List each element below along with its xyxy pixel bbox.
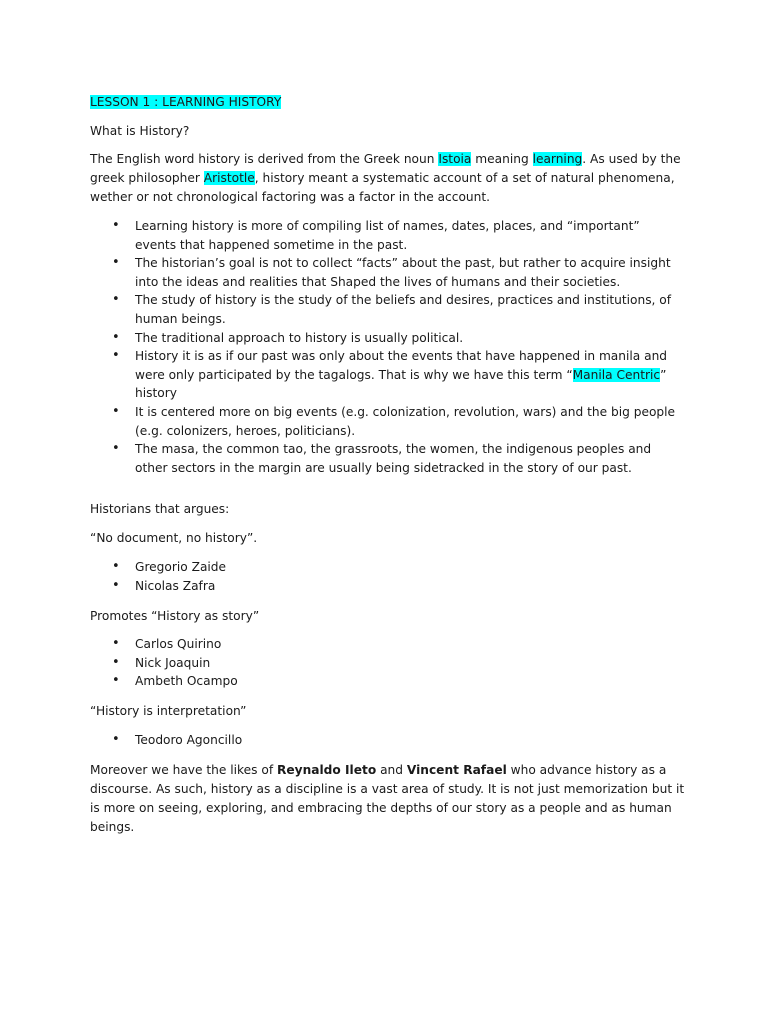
- intro-text-1: The English word history is derived from the Greek noun: [90, 152, 439, 166]
- highlight-istoia: Istoia: [438, 152, 472, 166]
- list-item: • The historian’s goal is not to collect “facts” about the past, but rather to acquire insight into the ideas and realities that Shaped the lives of humans and their societies.: [90, 254, 680, 291]
- historians-heading: Historians that argues:: [90, 502, 230, 516]
- intro-text-2: meaning: [471, 152, 533, 166]
- quote-history-interpretation: “History is interpretation”: [90, 704, 247, 718]
- closing-text-2: and: [376, 763, 407, 777]
- closing-text-1: Moreover we have the likes of: [90, 763, 277, 777]
- quote-no-document: “No document, no history”.: [90, 531, 258, 545]
- closing-paragraph: [90, 761, 688, 837]
- highlight-manila-centric: Manila Centric: [572, 367, 661, 382]
- historians-group-2: [90, 635, 680, 691]
- section-question: What is History?: [90, 124, 190, 138]
- lesson-title: [90, 93, 690, 112]
- list-item: • Carlos Quirino: [90, 635, 680, 654]
- list-item: • Learning history is more of compiling list of names, dates, places, and “important” events that happened sometime in the past.: [90, 217, 680, 254]
- history-points-list: [90, 217, 680, 477]
- list-item: • Ambeth Ocampo: [90, 672, 680, 691]
- bold-reynaldo-ileto: Reynaldo Ileto: [277, 763, 377, 777]
- manila-text-pre: History it is as if our past was only about the events that have happened in manila and were only participated by the tagalogs. That is why we have this term “: [135, 349, 668, 382]
- list-item: • Nick Joaquin: [90, 654, 680, 673]
- intro-text-4: , history meant a systematic account of a set of natural phenomena, wether or not chronological factoring was a factor in the account.: [90, 171, 675, 204]
- list-item: • The traditional approach to history is usually political.: [90, 329, 680, 348]
- highlight-aristotle: Aristotle: [203, 171, 255, 185]
- historians-group-1: [90, 558, 680, 595]
- intro-text-3: . As used by the greek philosopher: [90, 152, 681, 185]
- list-item: • Nicolas Zafra: [90, 577, 680, 596]
- highlight-learning: learning: [532, 152, 583, 166]
- manila-text-post: ” history: [135, 367, 667, 401]
- list-item: • The masa, the common tao, the grassroots, the women, the indigenous peoples and other sectors in the margin are usually being sidetracked in the story of our past.: [90, 440, 680, 477]
- list-item: • Teodoro Agoncillo: [90, 731, 680, 750]
- list-item: • Gregorio Zaide: [90, 558, 680, 577]
- intro-paragraph: [90, 150, 688, 207]
- quote-history-as-story: Promotes “History as story”: [90, 609, 260, 623]
- bold-vincent-rafael: Vincent Rafael: [406, 763, 507, 777]
- historians-group-3: [90, 731, 680, 750]
- list-item: • The study of history is the study of the beliefs and desires, practices and institutions, of human beings.: [90, 291, 680, 328]
- list-item: [90, 347, 680, 403]
- lesson-title-text: LESSON 1 : LEARNING HISTORY: [90, 95, 282, 109]
- closing-text-3: who advance history as a discourse. As such, history as a discipline is a vast area of study. It is not just memorization but it is more on seeing, exploring, and embracing the depths of our story as a people and as human beings.: [90, 763, 685, 834]
- list-item: • It is centered more on big events (e.g. colonization, revolution, wars) and the big people (e.g. colonizers, heroes, politicians).: [90, 403, 680, 440]
